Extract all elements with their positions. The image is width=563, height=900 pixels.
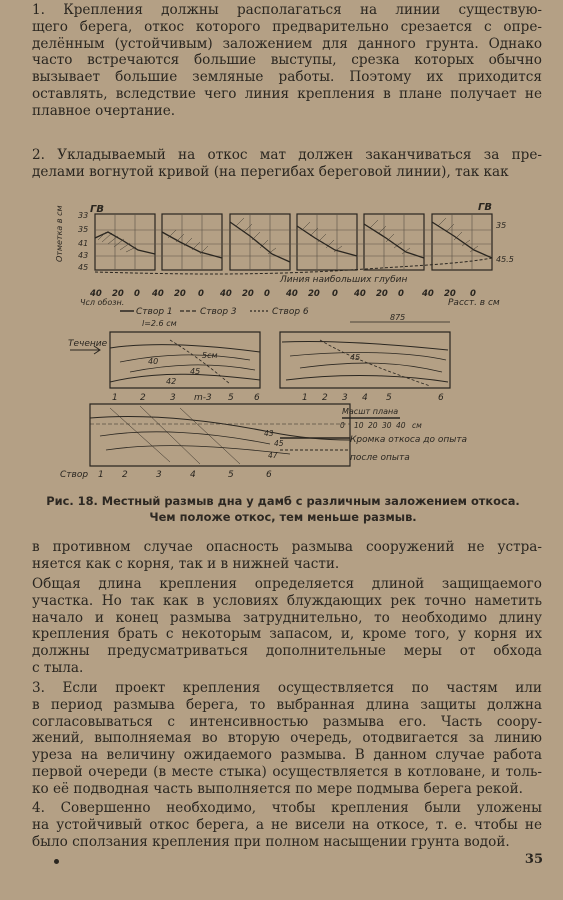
y-tick: 35 — [78, 225, 89, 234]
plan-scale-value: 20 — [368, 421, 378, 430]
y-tick: 33 — [78, 211, 89, 220]
y-tick: 41 — [78, 239, 89, 248]
y-tick: 45 — [78, 263, 89, 272]
text-line: щего берега, откос которого предварительно срезается с опре- — [32, 18, 542, 35]
x-scale-label: 40 — [422, 289, 434, 299]
depth-value: 42 — [166, 377, 177, 386]
text-line: 4. Совершенно необходимо, чтобы крепления были уложены — [32, 800, 542, 816]
x-scale-label: 40 — [90, 289, 102, 299]
bottom-stvor-numbers — [98, 470, 272, 480]
text-line: участка. Но так как в условиях блуждающих рек точно наметить — [32, 592, 542, 609]
dimension-label: 875 — [390, 313, 406, 322]
x-scale-label: 20 — [444, 289, 456, 299]
depth-value: 47 — [268, 451, 278, 460]
figure-18 — [50, 192, 520, 482]
x-scale-label: 20 — [308, 289, 320, 299]
x-scale-labels — [89, 289, 476, 299]
distance-label: l=2.6 см — [142, 319, 177, 328]
depth-value: 40 — [148, 357, 159, 366]
stvor-number: 5 — [386, 393, 392, 403]
text-line: первой очереди (в месте стыка) осуществляется в котловане, и толь- — [32, 763, 542, 780]
paragraph-1 — [32, 2, 542, 120]
x-scale-label: 0 — [264, 289, 270, 299]
text-line: начало и конец размыва затруднительно, то необходимо длину — [32, 609, 542, 626]
middle-stvor-numbers — [112, 393, 444, 403]
plan-scale-values — [340, 421, 422, 430]
y-tick-right: 45.5 — [496, 255, 514, 264]
y-tick-right: 35 — [496, 221, 507, 230]
scale-right-label: Расст. в см — [448, 298, 500, 308]
stvor-number: 2 — [140, 393, 146, 403]
text-line: няется как с корня, так и в нижней части. — [32, 555, 340, 572]
text-line: Общая длина крепления определяется длиной защищаемого — [32, 576, 542, 592]
stvor-number: 6 — [266, 470, 272, 480]
plan-scale-value: 0 — [340, 421, 345, 430]
legend-before: Кромка откоса до опыта — [350, 435, 468, 445]
x-scale-label: 40 — [354, 289, 366, 299]
depth-value: 5см — [202, 351, 218, 360]
stvor-number: 2 — [322, 393, 328, 403]
y-tick: 43 — [78, 251, 89, 260]
bullet-dot — [54, 859, 59, 864]
depth-value: 43 — [264, 429, 274, 438]
text-line: в противном случае опасность размыва сооружений не устра- — [32, 539, 542, 555]
text-line: ко её подводная часть выполняется по мере подмыва берега рекой. — [32, 780, 523, 797]
depth-value: 45 — [350, 353, 361, 362]
stvor-number: 2 — [122, 470, 128, 480]
plan-scale-value: см — [412, 421, 422, 430]
x-scale-label: 20 — [242, 289, 254, 299]
stvor-number: 3 — [170, 393, 176, 403]
x-scale-label: 40 — [220, 289, 232, 299]
text-line: жений, выполняемая во вторую очередь, отодвигается за линию — [32, 730, 542, 747]
x-scale-label: 40 — [286, 289, 298, 299]
x-scale-label: 20 — [174, 289, 186, 299]
text-line: на устойчивый откос берега, а не висели на откосе, т. е. чтобы не — [32, 816, 542, 833]
y-ticks-left — [78, 211, 88, 272]
figure-caption-line-1: Рис. 18. Местный размыв дна у дамб с различным заложением откоса. — [46, 494, 520, 508]
text-line: крепления брать с некоторым запасом, и, кроме того, у корня их — [32, 626, 542, 643]
text-line: 3. Если проект крепления осуществляется по частям или — [32, 680, 542, 696]
x-scale-label: 20 — [376, 289, 388, 299]
text-line: 1. Крепления должны располагаться на линии существую- — [32, 2, 542, 18]
cross-section-profiles — [95, 214, 492, 274]
stvor-number: m-3 — [194, 393, 212, 403]
plan-scale-value: 40 — [396, 421, 406, 430]
text-line: 2. Укладываемый на откос мат должен заканчиваться за пре- — [32, 147, 542, 163]
middle-depth-values — [148, 351, 360, 386]
x-scale-label: 0 — [470, 289, 476, 299]
text-line: должны предусматриваться дополнительные меры от обхода — [32, 643, 542, 660]
stvor-number: 1 — [98, 470, 104, 480]
bottom-plan — [90, 404, 350, 466]
flow-label: Течение — [68, 339, 108, 349]
paragraph-2 — [32, 147, 542, 181]
stvor-number: 6 — [254, 393, 260, 403]
stvor-number: 3 — [342, 393, 348, 403]
text-line: в период размыва берега, то выбранная длина защиты должна — [32, 696, 542, 713]
stvor-number: 5 — [228, 393, 234, 403]
y-axis-label: Отметка в см — [55, 205, 64, 262]
label-gv-left: ГВ — [90, 204, 104, 215]
legend-stvor-3: Створ 3 — [200, 307, 237, 317]
stvor-number: 1 — [112, 393, 118, 403]
text-line: делами вогнутой кривой (на перегибах береговой линии), так как — [32, 163, 509, 180]
text-line: делённым (устойчивым) заложением для данного грунта. Однако — [32, 35, 542, 52]
stvor-number: 1 — [302, 393, 308, 403]
plan-scale-label: Масшт плана — [342, 407, 399, 416]
figure-caption-line-2: Чем положе откос, тем меньше размыв. — [149, 510, 417, 524]
x-scale-label: 40 — [152, 289, 164, 299]
paragraph-4 — [32, 576, 542, 677]
x-scale-label: 0 — [198, 289, 204, 299]
x-scale-label: 0 — [134, 289, 140, 299]
text-line: часто встречаются большие выступы, срезка которых обычно — [32, 52, 542, 69]
label-gv-right: ГВ — [478, 202, 492, 213]
paragraph-5 — [32, 680, 542, 798]
depth-line-label: Линия наибольших глубин — [280, 275, 408, 285]
text-line: плавное очертание. — [32, 102, 176, 119]
stvor-number: 3 — [156, 470, 162, 480]
x-scale-label: 0 — [398, 289, 404, 299]
text-line: вызывает большие земляные работы. Поэтому их приходится — [32, 69, 542, 86]
legend-stvor-6: Створ 6 — [272, 307, 309, 317]
stvor-number: 4 — [362, 393, 368, 403]
stvor-number: 5 — [228, 470, 234, 480]
scale-left-label: Чсл обозн. — [80, 298, 125, 307]
text-line: с тыла. — [32, 659, 84, 676]
paragraph-6 — [32, 800, 542, 850]
x-scale-label: 20 — [112, 289, 124, 299]
text-line: было сползания крепления при полном насыщении грунта водой. — [32, 833, 510, 850]
page-number: 35 — [524, 852, 543, 867]
text-line: уреза на величину ожидаемого размыва. В данном случае работа — [32, 747, 542, 764]
legend-after: после опыта — [350, 453, 410, 463]
x-scale-label: 0 — [332, 289, 338, 299]
depth-value: 45 — [274, 439, 284, 448]
depth-value: 45 — [190, 367, 201, 376]
figure-drawing — [50, 192, 520, 482]
legend-stvor-1: Створ 1 — [136, 307, 173, 317]
paragraph-3 — [32, 539, 542, 573]
plan-scale-value: 30 — [382, 421, 392, 430]
stvor-number: 4 — [190, 470, 196, 480]
stvor-number: 6 — [438, 393, 444, 403]
stvor-label: Створ — [60, 470, 89, 480]
text-line: согласовываться с интенсивностью размыва его. Часть соору- — [32, 713, 542, 730]
plan-scale-value: 10 — [354, 421, 364, 430]
text-line: оставлять, вследствие чего линия крепления в плане получает не — [32, 85, 542, 102]
plan-views — [70, 332, 450, 388]
